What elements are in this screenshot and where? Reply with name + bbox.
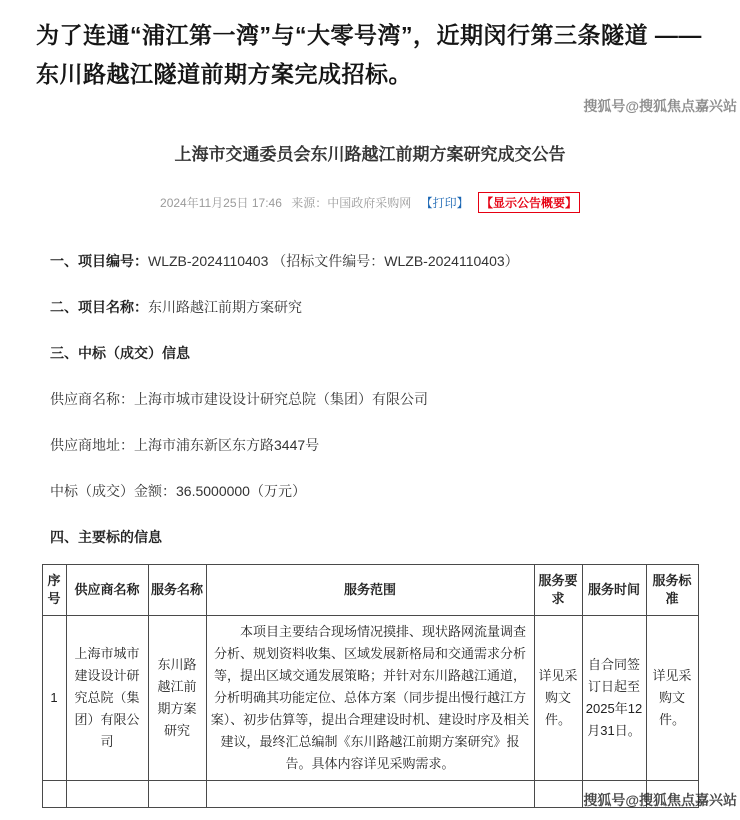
cell-service-time: 自合同签订日起至2025年12月31日。 — [582, 616, 646, 781]
empty-cell — [148, 781, 206, 808]
table-header-cell: 服务要求 — [534, 565, 582, 616]
item-label: 三、中标（成交）信息 — [50, 345, 190, 361]
empty-cell — [42, 781, 66, 808]
item-value: WLZB-2024110403 （招标文件编号：WLZB-2024110403） — [148, 253, 519, 269]
item-value: 上海市城市建设设计研究总院（集团）有限公司 — [134, 391, 428, 407]
cell-service-standard: 详见采购文件。 — [646, 616, 698, 781]
cell-supplier: 上海市城市建设设计研究总院（集团）有限公司 — [66, 616, 148, 781]
announcement-body — [0, 213, 740, 546]
table-header-cell: 供应商名称 — [66, 565, 148, 616]
item-label: 供应商地址： — [50, 437, 134, 453]
award-table — [42, 564, 699, 808]
table-header-cell: 序号 — [42, 565, 66, 616]
show-summary-button[interactable]: 【显示公告概要】 — [478, 192, 580, 213]
item-label: 中标（成交）金额： — [50, 483, 176, 499]
publish-date: 2024年11月25日 17:46 — [160, 196, 282, 210]
item-value: 东川路越江前期方案研究 — [148, 299, 302, 315]
announcement-title: 上海市交通委员会东川路越江前期方案研究成交公告 — [174, 145, 566, 164]
table-header-cell: 服务标准 — [646, 565, 698, 616]
article-headline: 为了连通“浦江第一湾”与“大零号湾”，近期闵行第三条隧道 —— 东川路越江隧道前期方案完成招标。 — [36, 22, 702, 87]
cell-service-name: 东川路越江前期方案研究 — [148, 616, 206, 781]
empty-cell — [646, 781, 698, 808]
empty-cell — [582, 781, 646, 808]
empty-cell — [534, 781, 582, 808]
empty-cell — [66, 781, 148, 808]
item-main-subject-heading — [50, 529, 695, 546]
item-label: 二、项目名称： — [50, 299, 148, 315]
cell-service-scope: 本项目主要结合现场情况摸排、现状路网流量调查分析、规划资料收集、区域发展新格局和交通需求分析等，提出区域交通发展策略；并针对东川路越江通道，分析明确其功能定位、总体方案（同步提出慢行越江方案）、初步估算等，提出合理建设时机、建设时序及相关建议，最终汇总编制《东川路越江前期方案研究》报告。具体内容详见采购需求。 — [206, 616, 534, 781]
item-supplier-name — [50, 391, 695, 408]
item-value: 36.5000000（万元） — [176, 483, 306, 499]
item-value: 上海市浦东新区东方路3447号 — [134, 437, 320, 453]
table-header-cell: 服务范围 — [206, 565, 534, 616]
item-label: 四、主要标的信息 — [50, 529, 162, 545]
announcement-meta — [0, 192, 740, 213]
cell-seq: 1 — [42, 616, 66, 781]
table-row-empty — [42, 781, 698, 808]
item-project-name — [50, 299, 695, 316]
cell-service-requirement: 详见采购文件。 — [534, 616, 582, 781]
item-award-amount — [50, 483, 695, 500]
item-label: 一、项目编号： — [50, 253, 148, 269]
table-header-row — [42, 565, 698, 616]
print-link[interactable]: 【打印】 — [420, 196, 469, 210]
item-supplier-address — [50, 437, 695, 454]
empty-cell — [206, 781, 534, 808]
watermark-bottom: 搜狐号@搜狐焦点嘉兴站 — [583, 792, 737, 808]
item-award-info-heading — [50, 345, 695, 362]
announcement-document — [0, 140, 740, 808]
item-label: 供应商名称： — [50, 391, 134, 407]
item-project-number — [50, 253, 695, 270]
watermark-top: 搜狐号@搜狐焦点嘉兴站 — [583, 98, 737, 114]
table-header-cell: 服务名称 — [148, 565, 206, 616]
table-header-cell: 服务时间 — [582, 565, 646, 616]
table-row — [42, 616, 698, 781]
source-label: 来源：中国政府采购网 — [291, 196, 412, 210]
